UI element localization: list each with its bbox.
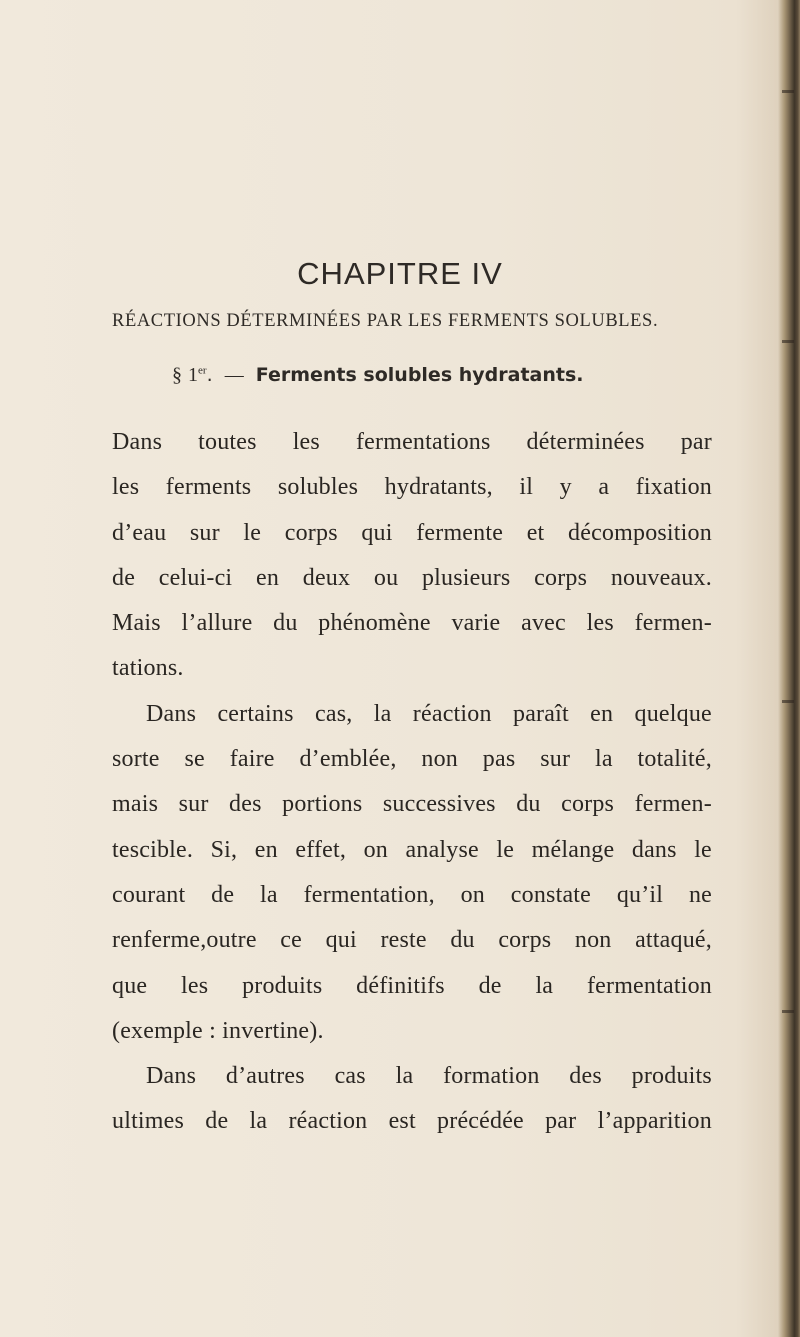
text-line: sorte se faire d’emblée, non pas sur la totalité, bbox=[112, 746, 712, 773]
edge-mark bbox=[782, 90, 794, 93]
text-line: tations. bbox=[112, 655, 184, 682]
text-line: Dans d’autres cas la formation des produits bbox=[146, 1063, 712, 1090]
chapter-title: CHAPITRE IV bbox=[297, 256, 503, 291]
text-line: ultimes de la réaction est précédée par l’apparition bbox=[112, 1108, 712, 1135]
text-line: courant de la fermentation, on constate qu’il ne bbox=[112, 881, 712, 908]
chapter-subtitle: RÉACTIONS DÉTERMINÉES PAR LES FERMENTS SOLUBLES. bbox=[112, 311, 659, 331]
edge-mark bbox=[782, 340, 794, 343]
text-line: (exemple : invertine). bbox=[112, 1017, 324, 1044]
book-edge bbox=[778, 0, 800, 1337]
text-line: Mais l’allure du phénomène varie avec les fermen- bbox=[112, 610, 712, 637]
text-line: de celui-ci en deux ou plusieurs corps nouveaux. bbox=[112, 564, 712, 591]
section-heading: § 1er. — Ferments solubles hydratants. bbox=[172, 364, 584, 386]
section-symbol: § bbox=[172, 364, 182, 386]
section-number: 1 bbox=[188, 364, 199, 386]
section-title: Ferments solubles hydratants. bbox=[255, 364, 584, 386]
text-line: d’eau sur le corps qui fermente et décomposition bbox=[112, 519, 712, 546]
body-text bbox=[112, 420, 712, 1145]
text-line: mais sur des portions successives du corps fermen- bbox=[112, 791, 712, 818]
edge-mark bbox=[782, 700, 794, 703]
text-line: que les produits définitifs de la fermentation bbox=[112, 972, 712, 999]
text-line: renferme,outre ce qui reste du corps non attaqué, bbox=[112, 927, 712, 954]
text-line: tescible. Si, en effet, on analyse le mélange dans le bbox=[112, 836, 712, 863]
section-dash: — bbox=[224, 365, 244, 386]
text-line: Dans certains cas, la réaction paraît en quelque bbox=[146, 700, 712, 727]
section-number-suffix: er bbox=[198, 364, 207, 377]
edge-mark bbox=[782, 1010, 794, 1013]
text-line: les ferments solubles hydratants, il y a fixation bbox=[112, 474, 712, 501]
text-line: Dans toutes les fermentations déterminées par bbox=[112, 429, 712, 455]
